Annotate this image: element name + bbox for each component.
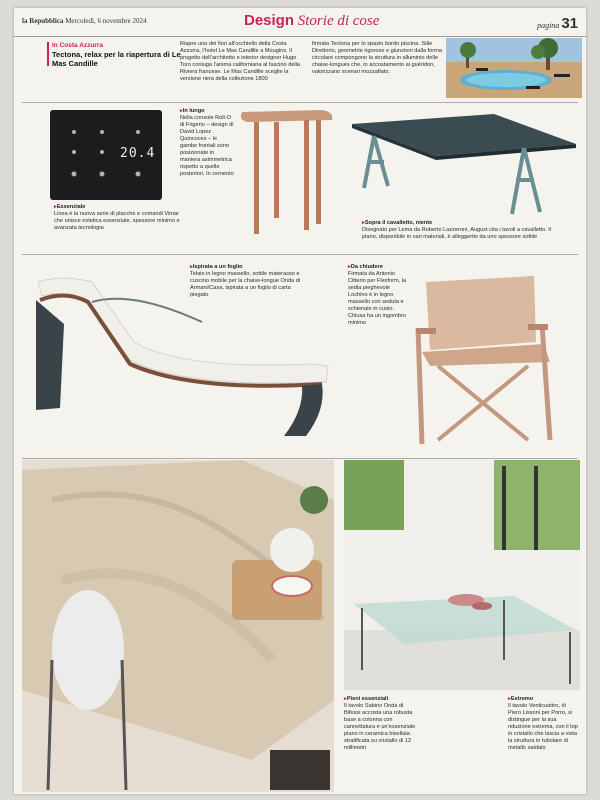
page-number — [537, 15, 578, 32]
caption-cavalletto — [362, 220, 562, 241]
masthead — [22, 17, 146, 25]
section-subtitle: Storie di cose — [297, 13, 380, 29]
lead-body-1: Riapre uno dei fiori all’occhiello della Costa Azzurra, l’hotel Le Mas Candille a Mougins. Il progetto dell’architetto e interior designer Hugo Toro coniuga l’anima californiana al fascino della Riviera francese. Le Mas Candille sceglie la versione nera della collezione 1800 — [180, 41, 301, 82]
text-cavalletto: Disegnato per Lema da Roberto Lazzeroni, August cita i tavoli a cavalletto. Il piano, disponibile in vari materiali, è alleggerito da uno spessore sottile — [362, 227, 552, 240]
text-foglio: Telaio in legno massello, sottile materasso e cuscino mobile per la chaise-longue Onda di Armani/Casa, ispirata a un foglio di carta piegato — [190, 271, 301, 298]
label-chiudere: ▸ Da chiudere — [348, 264, 410, 271]
caption-estremo — [508, 696, 578, 752]
page-number-value: 31 — [561, 15, 578, 32]
glass-table-photo — [344, 460, 580, 690]
pool-photo — [446, 38, 582, 98]
page-label: pagina — [537, 21, 560, 30]
text-pieni: Il tavolo Sabino Onda di Bifessi accosta una robusta base a colonna con cannettatura e un’essenziale piano in ceramica bisellata stratificata su cristallo di 12 millimetri — [344, 703, 416, 751]
label-essenziale: ▸ Essenziale — [54, 204, 184, 211]
folding-chair-photo — [404, 268, 564, 454]
label-foglio: ▸ Ispirata a un foglio — [190, 264, 302, 271]
caption-pieni — [344, 696, 420, 752]
thermostat-readout: 20.4 — [120, 146, 156, 161]
caption-in-lungo — [180, 108, 234, 178]
section-title — [244, 12, 379, 30]
label-in-lungo: ▸ In lungo — [180, 108, 234, 115]
caption-chiudere — [348, 264, 410, 327]
divider-row1 — [22, 102, 578, 103]
section-name: Design — [244, 12, 295, 29]
issue-date: Mercoledì, 6 novembre 2024 — [65, 17, 147, 25]
lead-body-2: firmata Tectona per lo spazio bordo piscina. Stile Direttorio, geometrie rigorose e giunzioni dalla forma circolare compongono la struttura in alluminio delle chaise-longues che, in accostamento ai guéridon, valorizzano scenari mozzafiato. — [312, 41, 442, 75]
newspaper-page — [14, 8, 586, 794]
label-pieni: ▸ Pieni essenziali — [344, 696, 420, 703]
text-estremo: Il tavolo Venticuattro, di Piero Lissoni per Porro, si distingue per la sua riduzione estrema, con il top in cristallo che lascia a vista la struttura in tubolare di metallo saldato — [508, 703, 578, 751]
lema-table-photo — [344, 108, 580, 218]
page-header — [14, 8, 586, 37]
text-chiudere: Firmata da Antonio Citterio per Flexform, la sedia pieghevole Lochino è in legno massello con seduta e schienale in cuoio. Chiusa ha un ingombro minimo — [348, 271, 407, 326]
label-estremo: ▸ Estremo — [508, 696, 578, 703]
text-in-lungo: Nella console Roll-O di Frigerio – design di David Lopez Quincoces – le gambe frontali sono posizionate in maniera asimmetrica rispetto a quelle posteriori. In cemento — [180, 115, 234, 177]
divider-row3 — [22, 458, 578, 459]
console-photo — [236, 106, 340, 238]
text-essenziale: Linea è la nuova serie di placche e comandi Vimar che unisce estetica essenziale, spessore minimo e avanzata tecnologia — [54, 211, 180, 231]
divider-row2 — [22, 254, 578, 255]
lead-title: Tectona, relax per la riapertura di Le Mas Candille — [52, 50, 181, 68]
caption-foglio — [190, 264, 302, 299]
lead-kicker: In Costa Azzurra — [52, 42, 104, 49]
switch-panel-photo — [50, 110, 162, 200]
lead-accent-bar — [47, 42, 49, 66]
caption-essenziale — [54, 204, 184, 232]
ceramic-table-photo — [22, 460, 334, 792]
masthead-name: la Repubblica — [22, 17, 64, 25]
label-cavalletto: ▸ Sopra il cavalletto, niente — [362, 220, 562, 227]
